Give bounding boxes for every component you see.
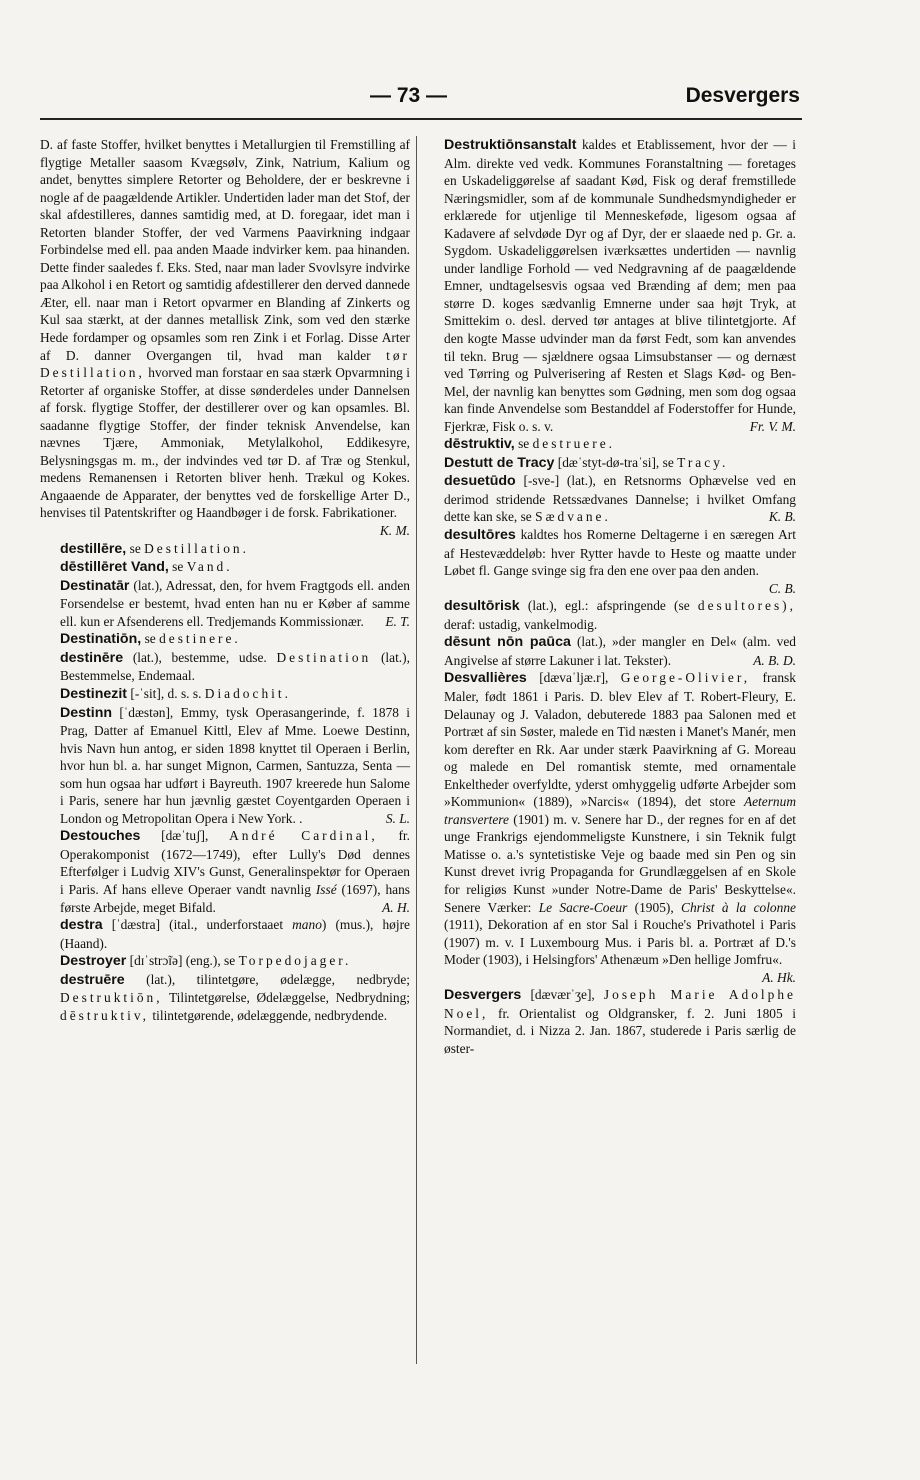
entry-headword: Destinezit (60, 685, 128, 702)
page-header (40, 84, 800, 114)
spaced-term: tør Destillation, (40, 347, 411, 381)
entry-text: (lat.), bestemme, udse. (132, 649, 267, 665)
entry-headword: Destouches (60, 828, 141, 845)
entry-desvergers (424, 986, 796, 1057)
entry-text: [dæværˈʒe], (530, 987, 595, 1003)
cross-reference: Tracy. (677, 454, 729, 470)
italic-title: Christ à la colonne (681, 899, 796, 915)
entry-headword: dēstillēret Vand, (60, 559, 169, 576)
cross-reference: Vand. (186, 559, 233, 575)
cross-reference: Destillation. (144, 540, 249, 556)
entry-headword: Destruktiōnsanstalt (444, 137, 577, 153)
entry-destination (40, 630, 410, 649)
entry-headword: Destinatiōn, (60, 631, 142, 648)
cross-reference: Torpedojager. (238, 953, 352, 969)
page-number: — 73 — (370, 84, 448, 107)
spaced-term: George-Olivier, (620, 670, 751, 686)
entry-headword: dēstruktiv, (444, 436, 515, 453)
cross-reference: destinere. (159, 631, 241, 647)
entry-text: (lat.), egl.: afspringende (se (527, 598, 690, 614)
signature: K. B. (768, 509, 796, 525)
entry-headword: desuetūdo (444, 473, 516, 490)
entry-text: (lat.), Adressat, den, for hvem Fragtgods ell. anden Forsendelse er bestemt, hvad enten han nu er Køber af samme ell. kun er Afsenderens ell. Tredjemands Kommissionær. (60, 577, 410, 629)
entry-text: hvorved man forstaar en saa stærk Opvarmning i Retorter af organiske Stoffer, at disse sønderdeles under Dannelsen af forsk. flygtige Stoffer, der destillerer over og kan opsamles. Bl. saadanne flygtige Stoffer, der finder teknisk Anvendelse, kan nævnes Tjære, Ammoniak, Metylalkohol, Eddikesyre, Belysningsgas m. m., der indvindes ved tør D. af Træ og Stenkul, medens Remanensen i Retorten bliver henh. Trækul og Kokes. Angaaende de Apparater, der benyttes ved de forskellige Arter D., henvises til Patentskrifter og Haandbøger i de forsk. Fabrikationer. (40, 365, 410, 521)
entry-text: [-ˈsit], d. s. s. (130, 685, 202, 701)
entry-destouches (40, 827, 410, 916)
entry-destinn (40, 704, 410, 828)
entry-destra (40, 916, 410, 952)
entry-headword: Desvallières (444, 670, 527, 687)
entry-text: kaldes et Etablissement, hvor der — i Alm. direkte ved vedk. Kommunes Foranstaltning — foretages en Uskadeliggørelse af saadant Kød, Fisk og deraf fremstillede Næringsmidler, som af de kommunale Sundhedsmyndigheder er erklærede for utjenlige til Menneskeføde, ligesom ogsaa af Kadavere af selvdøde Dyr og af Dyr, der er slaaede ned p. Gr. a. Sygdom. Uskadeliggørelsen iværksættes undertiden — navnlig under landlige Forhold — ved Nedgravning af de paagældende Emner, undtagelsesvis ogsaa ved Brænding af dem; men paa større D. koges sædvanlig Emnerne under saa højt Tryk, at Smittekim o. desl. derved tør antages at blive tilintetgjorte. Af den kogte Masse udvinder man da først Fedt, som kan anvendes til tekn. Brug — sjældnere ogsaa Limsubstanser — og dernæst ved Tørring og Pulverisering af Resten et Slags Kød- og Ben-Mel, der navnlig kan benyttes som Gødning, men som dog ogsaa kan finde Anvendelse som Bestanddel af Foderstoffer for Hunde, Fjerkræ, Fisk o. s. v. (444, 137, 796, 434)
entry-text: [-sve-] (lat.), en Retsnorms Ophævelse ved en derimod stridende Retssædvanes Dannelse; i hvilket Omfang dette kan ske, se (444, 473, 796, 525)
entry-text: fr. Orientalist og Oldgransker, f. 2. Juni 1805 i Normandiet, d. i Nizza 2. Jan. 1867, studerede i Paris særlig de øster- (444, 1005, 796, 1056)
entry-text: [dævaˈljæ.r], (539, 670, 609, 686)
spaced-term: André Cardinal, (229, 828, 378, 844)
entry-text: ) (mus.), højre (Haand). (60, 917, 410, 951)
entry-text: se (518, 436, 530, 452)
entry-text: tilintetgørende, ødelæggende, nedbrydende. (152, 1007, 388, 1023)
entry-headword: Desvergers (444, 987, 522, 1004)
entry-text: (lat.), »der mangler en Del« (alm. ved Angivelse af større Lakuner i lat. Tekster). (444, 634, 796, 668)
entry-destillation-continued (40, 136, 411, 539)
entry-headword: destinēre (60, 649, 124, 666)
entry-destutt-de-tracy (424, 454, 796, 473)
entry-destinatar (40, 577, 410, 631)
entry-destruere (40, 971, 410, 1025)
right-column (424, 136, 796, 1057)
entry-destinere (40, 649, 410, 685)
entry-text: kaldtes hos Romerne Deltagerne i en særegen Art af Hestevæddeløb: hver Rytter havde to Heste og maatte under Løbet fl. Gange svinge sig fra den ene over paa den anden. (444, 527, 796, 579)
entry-text: [ˈdæstra] (ital., underforstaaet (111, 917, 284, 933)
entry-destilleret-vand (40, 558, 410, 577)
signature: E. T. (385, 613, 410, 629)
entry-destroyer (40, 952, 410, 971)
entry-text: (1901) m. v. Senere har D., der regnes for en af det unge Frankrigs ejendommeligste Kunstnere, i sin Teknik fulgt Matisse o. a.'s syntetistiske Veje og baade med sin Pen og sin Kunst drevet ivrig Propaganda for Grundlæggelsen af en Skole for religiøs Kunst »under Notre-Dame de Paris' Beskyttelse«. Senere Værker: (444, 811, 796, 915)
signature: Fr. V. M. (749, 418, 796, 434)
cross-reference: Diadochit. (204, 685, 291, 701)
left-column (40, 136, 410, 1024)
signature: S. L. (385, 810, 410, 826)
signature: K. M. (379, 523, 410, 539)
italic-title: Le Sacre-Coeur (538, 899, 628, 915)
entry-headword: dēsunt nōn paūca (444, 634, 571, 651)
italic-title: Aeternum transvertere (444, 794, 796, 827)
entry-headword: Destutt de Tracy (444, 454, 555, 471)
column-divider (416, 136, 417, 1364)
signature: A. H. (382, 899, 410, 915)
entry-text: [dɪˈstrɔ̃ɪə] (eng.), se (129, 953, 236, 969)
entry-text: Tilintetgørelse, Ødelæggelse, Nedbrydning; (168, 990, 410, 1006)
entry-headword: desultōrisk (444, 598, 520, 615)
entry-text: [ˈdæstən], Emmy, tysk Operasangerinde, f. 1878 i Prag, Datter af Emanuel Kittl, Elev af Mme. Loewe Destinn, hvis Navn hun antog, er siden 1898 knyttet til Operaen i Berlin, hvor hun bl. a. har sunget Mignon, Carmen, Santuzza, Senta — som hun ogsaa har udført i Bayreuth. 1907 kreerede hun Salome i Paris, senere har hun jævnlig gæstet Coyentgarden Operaen i London og Metropolitan Opera i New York. . (60, 704, 410, 826)
cross-reference: Sædvane. (535, 509, 611, 525)
entry-text: [dæˈtuʃ], (161, 828, 209, 844)
entry-text: (1697), hans første Arbejde, meget Bifald. (60, 881, 410, 915)
entry-text: (1905), (634, 899, 674, 915)
entry-headword: Destinn (60, 704, 113, 721)
spaced-term: Joseph Marie Adolphe Noel, (444, 987, 796, 1021)
entry-text: fransk Maler, født 1861 i Paris. D. blev Elev af T. Robert-Fleury, E. Delaunay og J. Valadon, debuterede 1883 paa Salonen med et Portræt af sin Søster, malede en Tid næsten i Manet's Manér, men kom derefter en Rk. Aar under stærk Paavirkning af G. Moreau og malede en Del romantisk stemte, med ornamentale Enkeltheder overfyldte, yderst omhyggelig udførte Arbejder som »Kommunion« (1889), »Narcis« (1894), det store (444, 670, 796, 810)
entry-text: (lat.), tilintetgøre, ødelægge, nedbryde; (146, 971, 410, 987)
entry-destruktiv (424, 435, 796, 454)
cross-reference: destruere. (532, 436, 615, 452)
cross-reference: dēstruktiv, (60, 1007, 150, 1023)
entry-desunt-non-pauca (424, 633, 796, 669)
entry-text: (1911), Dekoration af en stor Sal i Rouche's Privathotel i Paris (1907) m. v. I Luxembourg Mus. i Paris bl. a. Portræt af D.'s Moder (1903), i Helsingfors' Athenæum »Den hellige Jomfru«. (444, 917, 796, 968)
signature: A. Hk. (762, 969, 796, 985)
signature: A. B. D. (753, 652, 796, 668)
entry-text: se (172, 559, 184, 575)
entry-headword: desultōres (444, 527, 516, 544)
entry-headword: Destinatār (60, 577, 130, 594)
cross-reference: Destruktiōn, (60, 990, 163, 1006)
italic-term: mano (292, 917, 322, 933)
entry-destillere (40, 540, 410, 559)
entry-headword: destruēre (60, 971, 125, 988)
entry-desultorisk (424, 597, 796, 633)
entry-text: deraf: ustadig, vankelmodig. (444, 616, 598, 632)
entry-text: fr. Operakomponist (1672—1749), efter Lully's Død dennes Efterfølger i Ludvig XIV's Gunst, Generalinspektør for Operaen i Paris. Af hans elleve Operaer vandt navnlig (60, 828, 410, 897)
entry-destinezit (40, 685, 410, 704)
entry-text: se (144, 631, 156, 647)
entry-desultores (424, 526, 796, 596)
entry-destruktionsanstalt (424, 136, 796, 435)
entry-desuetudo (424, 472, 796, 526)
signature: C. B. (768, 580, 796, 596)
entry-text: se (129, 540, 141, 556)
cross-reference: desultores), (697, 598, 796, 614)
italic-title: Issé (315, 881, 337, 897)
cross-reference: Destination (276, 649, 372, 665)
entry-text: [dæˈstyt-dø-traˈsi], se (557, 454, 674, 470)
entry-headword: Destroyer (60, 953, 127, 970)
entry-headword: destra (60, 917, 103, 934)
header-rule (40, 118, 802, 120)
entry-text: D. af faste Stoffer, hvilket benyttes i Metallurgien til Fremstilling af flygtige Metaller saasom Kvægsølv, Zink, Natrium, Kalium og andet, benyttes simplere Retorter og Beholdere, der er beskrevne i nogle af de paagældende Artikler. Undertiden lader man det Stof, der skal afdestilleres, dannes samtidig med, at D. foregaar, idet man i Retorten blander Stoffer, der ved Varmens Paavirkning indgaar Forbindelse med ell. paa anden Maade indvirker kem. paa hinanden. Dette finder saaledes f. Eks. Sted, naar man lader Svovlsyre indvirke paa Alkohol i en Retort og samtidig afdestillerer den derved dannede Æter, ell. naar man i Retort opvarmer en Blanding af Zinkerts og Kul saa stærkt, at der dannes metallisk Zink, som ved den stærke Hede fordamper og opsamles som ren Zink i et Forlag. Disse Arter af D. danner Overgangen til, hvad man kalder (40, 137, 410, 363)
running-head: Desvergers (685, 84, 800, 107)
entry-desvallieres (424, 669, 796, 985)
entry-text: (lat.), Bestemmelse, Endemaal. (60, 649, 410, 684)
entry-headword: destillēre, (60, 540, 127, 557)
